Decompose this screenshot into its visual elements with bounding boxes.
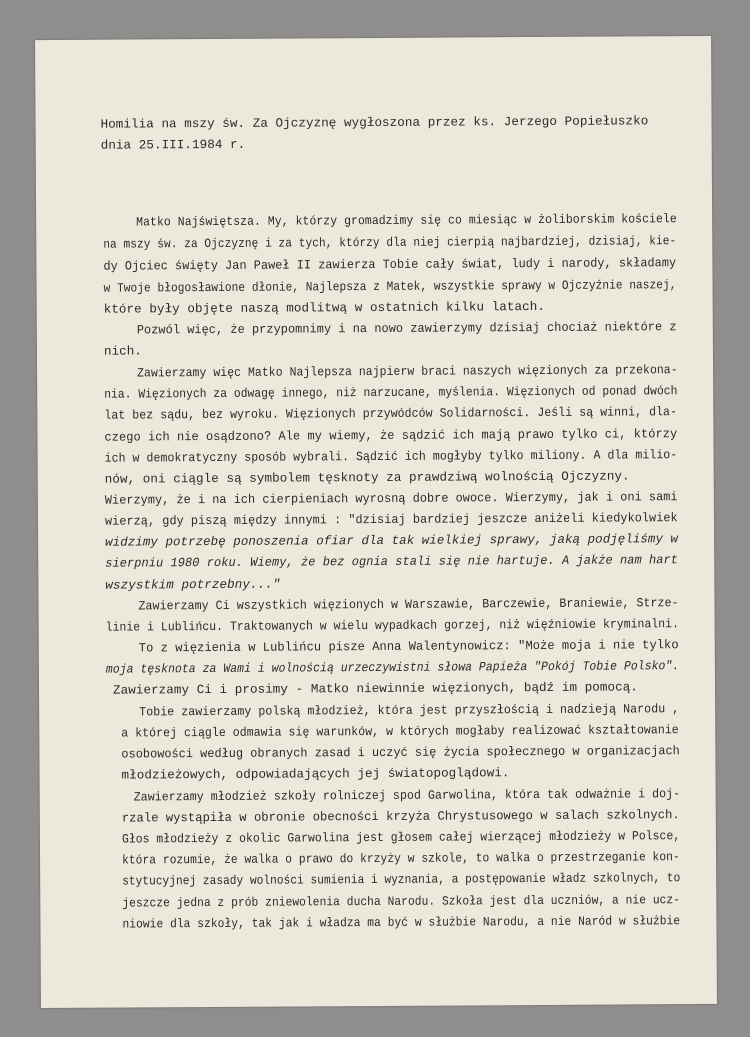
- text-line: na mszy św. za Ojczyznę i za tych, którzy dla niej cierpią najbardziej, dzisiaj, kie-: [103, 234, 677, 252]
- header-date-line: dnia 25.III.1984 r.: [100, 137, 246, 153]
- text-line: jeszcze jedna z prób zniewolenia ducha Narodu. Szkoła jest dla uczniów, a nie ucz-: [122, 893, 681, 911]
- text-line: która rozumie, że walka o prawo do krzyży w szkole, to walka o przestrzeganie kon-: [122, 850, 680, 868]
- text-line: Zawierzamy Ci i prosimy - Matko niewinnie więzionych, bądź im pomocą.: [112, 680, 638, 698]
- text-line: niowie dla szkoły, tak jak i władza ma być w służbie Narodu, a nie Naród w służbie: [122, 914, 681, 932]
- text-line: Zawierzamy młodzież szkoły rolniczej spod Garwolina, która tak odważnie i doj-: [133, 787, 681, 805]
- text-line: Zawierzamy więc Matko Najlepsza najpierw braci naszych więzionych za przekona-: [137, 363, 678, 381]
- text-line: stytucyjnej zasady wolności sumienia i wyznania, a postępowanie władz szkolnych, to: [122, 871, 681, 889]
- text-line: nich.: [103, 344, 143, 359]
- text-line: czego ich nie osądzono? Ale my wiemy, że sądzić ich mają prawo tylko ci, którzy: [104, 427, 678, 445]
- quote-line: moja tęsknota za Wami i wolnością urzeczywistni słowa Papieża "Pokój Tobie Polsko".: [105, 659, 680, 677]
- text-line: ich w demokratyczny sposób wybrali. Sądzić ich mogłyby tylko miliony. A dla milio-: [104, 448, 678, 466]
- text-line: które były objęte naszą modlitwą w ostatnich kilku latach.: [103, 299, 545, 317]
- text-line: Pozwól więc, że przypomnimy i na nowo zawierzymy dzisiaj chociaż niektóre z: [136, 320, 677, 338]
- text-line: Głos młodzieży z okolic Garwolina jest głosem całej wierzącej młodzieży w Polsce,: [121, 829, 681, 847]
- quote-line: widzimy potrzebę ponoszenia ofiar dla tak wielkiej sprawy, jaką podjęliśmy w: [105, 532, 679, 550]
- text-line: nia. Więzionych za odwagę innego, niż narzucane, myślenia. Więzionych od ponad dwóch: [104, 384, 678, 402]
- text-line: lat bez sądu, bez wyroku. Więzionych przywódców Solidarności. Jeśli są winni, dla-: [104, 405, 678, 423]
- quote-line: sierpniu 1980 roku. Wiemy, że bez ognia stali się nie hartuje. A jakże nam hart: [105, 553, 679, 571]
- text-line: dy Ojciec święty Jan Paweł II zawierza Tobie cały świat, ludy i narody, składamy: [103, 256, 677, 274]
- text-line: młodzieżowych, odpowiadających jej światopoglądowi.: [121, 766, 510, 783]
- text-line: Wierzymy, że i na ich cierpieniach wyrosną dobre owoce. Wierzymy, jak i oni sami: [104, 490, 678, 508]
- text-line: nów, oni ciągle są symbolem tęsknoty za prawdziwą wolnością Ojczyzny.: [104, 469, 630, 487]
- text-line: wierzą, gdy piszą między innymi : "dzisiaj bardziej jeszcze aniżeli kiedykolwiek: [104, 511, 678, 529]
- text-line: To z więzienia w Lublińcu pisze Anna Walentynowicz: "Może moja i nie tylko: [138, 638, 679, 656]
- text-line: Matko Najświętsza. My, którzy gromadzimy się co miesiąc w żoliborskim kościele: [136, 212, 677, 230]
- header-title-line: Homilia na mszy św. Za Ojczyznę wygłoszona przez ks. Jerzego Popiełuszko: [100, 114, 649, 132]
- text-line: Tobie zawierzamy polską młodzież, która jest przyszłością i nadzieją Narodu ,: [139, 702, 680, 720]
- text-line: Zawierzamy Ci wszystkich więzionych w Warszawie, Barczewie, Braniewie, Strze-: [138, 596, 679, 614]
- text-line: w Twoje błogosławione dłonie, Najlepsza z Matek, wszystkie sprawy w Ojczyźnie naszej,: [103, 278, 677, 296]
- text-line: osobowości według obranych zasad i uczyć się życia społecznego w organizacjach: [121, 744, 680, 762]
- document-page: [35, 36, 717, 1008]
- text-line: rzale wystąpiła w obronie obecności krzyża Chrystusowego w salach szkolnych.: [121, 808, 680, 826]
- quote-line: wszystkim potrzebny...": [105, 577, 281, 593]
- text-line: a której ciągle odmawia się warunków, w których mogłaby realizować kształtowanie: [121, 723, 679, 741]
- text-line: linie i Lublińcu. Traktowanych w wielu wypadkach gorzej, niż więźniowie kryminalni.: [105, 617, 680, 635]
